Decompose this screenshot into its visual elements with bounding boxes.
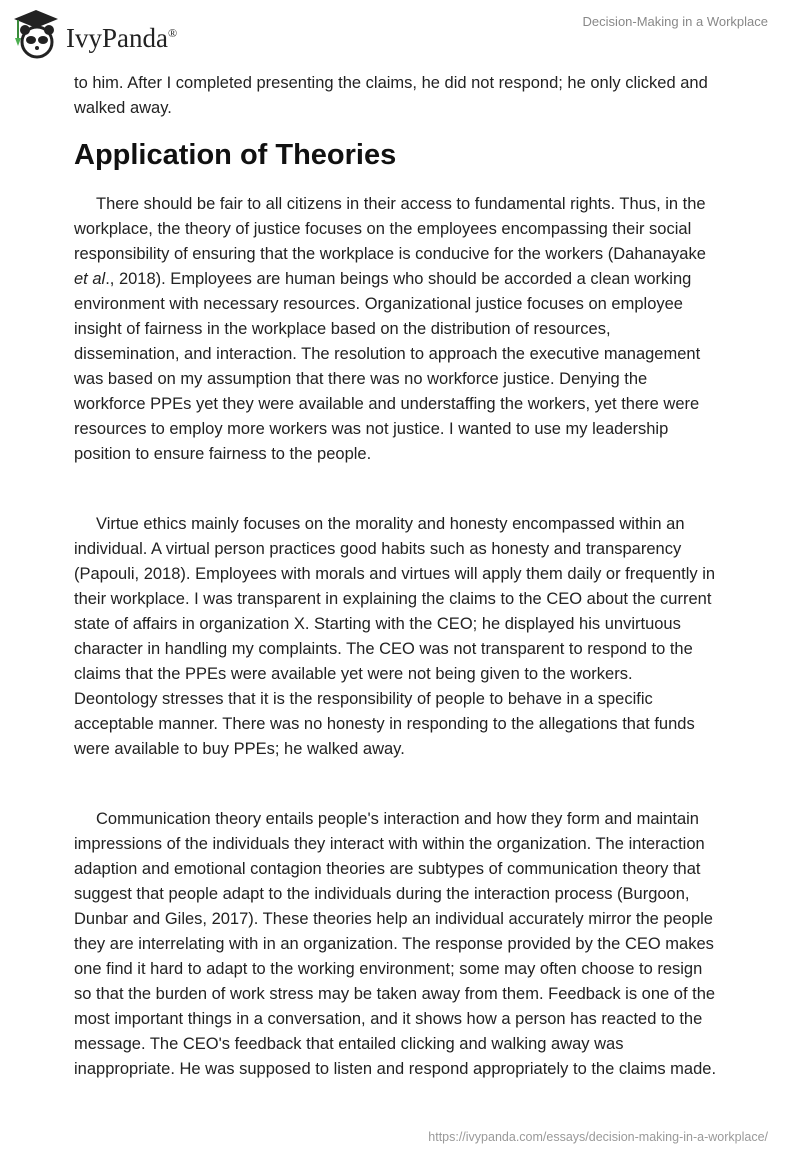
text-line: state of affairs in organization X. Starting with the CEO; he displayed his unvirtuous [74, 615, 681, 633]
body-paragraph [74, 807, 754, 1082]
text-line: character in handling my complaints. The CEO was not transparent to respond to the [74, 640, 693, 658]
text-line: dissemination, and interaction. The resolution to approach the executive management [74, 345, 701, 363]
italic-text: et al [74, 270, 106, 288]
text-line: walked away. [74, 99, 172, 117]
page-header [0, 0, 800, 64]
text-line: resources to employ more workers was not justice. I wanted to use my leadership [74, 420, 669, 438]
text-line: insight of fairness in the workplace based on the distribution of resources, [74, 320, 611, 338]
text-line: to him. After I completed presenting the claims, he did not respond; he only clicked and [74, 74, 708, 92]
text-line: were available to buy PPEs; he walked away. [74, 740, 405, 758]
text-line: position to ensure fairness to the people. [74, 445, 372, 463]
footer-url: https://ivypanda.com/essays/decision-making-in-a-workplace/ [428, 1130, 768, 1144]
text-line: There should be fair to all citizens in their access to fundamental rights. Thus, in the [96, 195, 706, 213]
text-line: inappropriate. He was supposed to listen and respond appropriately to the claims made. [74, 1060, 717, 1078]
text-line: so that the burden of work stress may be taken away from them. Feedback is one of the [74, 985, 716, 1003]
brand-name: IvyPanda® [66, 22, 178, 53]
section-heading: Application of Theories [74, 139, 397, 171]
text-line: workplace, the theory of justice focuses on the employees encompassing their social [74, 220, 692, 238]
text-line: individual. A virtual person practices good habits such as honesty and transparency [74, 540, 682, 558]
body-paragraph [74, 192, 754, 467]
essay-content [74, 71, 754, 1127]
text-line: Deontology stresses that it is the responsibility of people to behave in a specific [74, 690, 653, 708]
text-line: environment with necessary resources. Organizational justice focuses on employee [74, 295, 683, 313]
text-line: Communication theory entails people's interaction and how they form and maintain [96, 810, 699, 828]
text-line: their workplace. I was transparent in explaining the claims to the CEO about the current [74, 590, 712, 608]
lead-paragraph [74, 71, 754, 121]
text-line: most important things in a conversation, and it shows how a person has reacted to the [74, 1010, 703, 1028]
text-line [74, 267, 754, 292]
text-line: they are interrelating with in an organization. The response provided by the CEO makes [74, 935, 714, 953]
body-paragraph [74, 512, 754, 762]
panda-graduate-icon [12, 8, 60, 60]
text-line: acceptable manner. There was no honesty in responding to the allegations that funds [74, 715, 695, 733]
text-line: was based on my assumption that there was no workforce justice. Denying the [74, 370, 648, 388]
text-line: one find it hard to adapt to the working environment; some may often choose to resign [74, 960, 703, 978]
text-line: impressions of the individuals they interact with within the organization. The interaction [74, 835, 705, 853]
text-line: adaption and emotional contagion theories are subtypes of communication theory that [74, 860, 701, 878]
ivypanda-logo[interactable] [12, 8, 177, 60]
text-line: responsibility of ensuring that the workplace is conducive for the workers (Dahanayake [74, 245, 706, 263]
text-line: Virtue ethics mainly focuses on the morality and honesty encompassed within an [96, 515, 685, 533]
text-line: claims that the PPEs were available yet were not being given to the workers. [74, 665, 633, 683]
text-line: (Papouli, 2018). Employees with morals and virtues will apply them daily or frequently in [74, 565, 716, 583]
text-line: suggest that people adapt to the individuals during the interaction process (Burgoon, [74, 885, 690, 903]
text-line: workforce PPEs yet they were available and understaffing the workers, yet there were [74, 395, 700, 413]
document-title: Decision-Making in a Workplace [582, 14, 768, 29]
text-line: Dunbar and Giles, 2017). These theories help an individual accurately mirror the people [74, 910, 713, 928]
text-line: message. The CEO's feedback that entailed clicking and walking away was [74, 1035, 624, 1053]
text-segment: ., 2018). Employees are human beings who should be accorded a clean working [105, 270, 692, 288]
